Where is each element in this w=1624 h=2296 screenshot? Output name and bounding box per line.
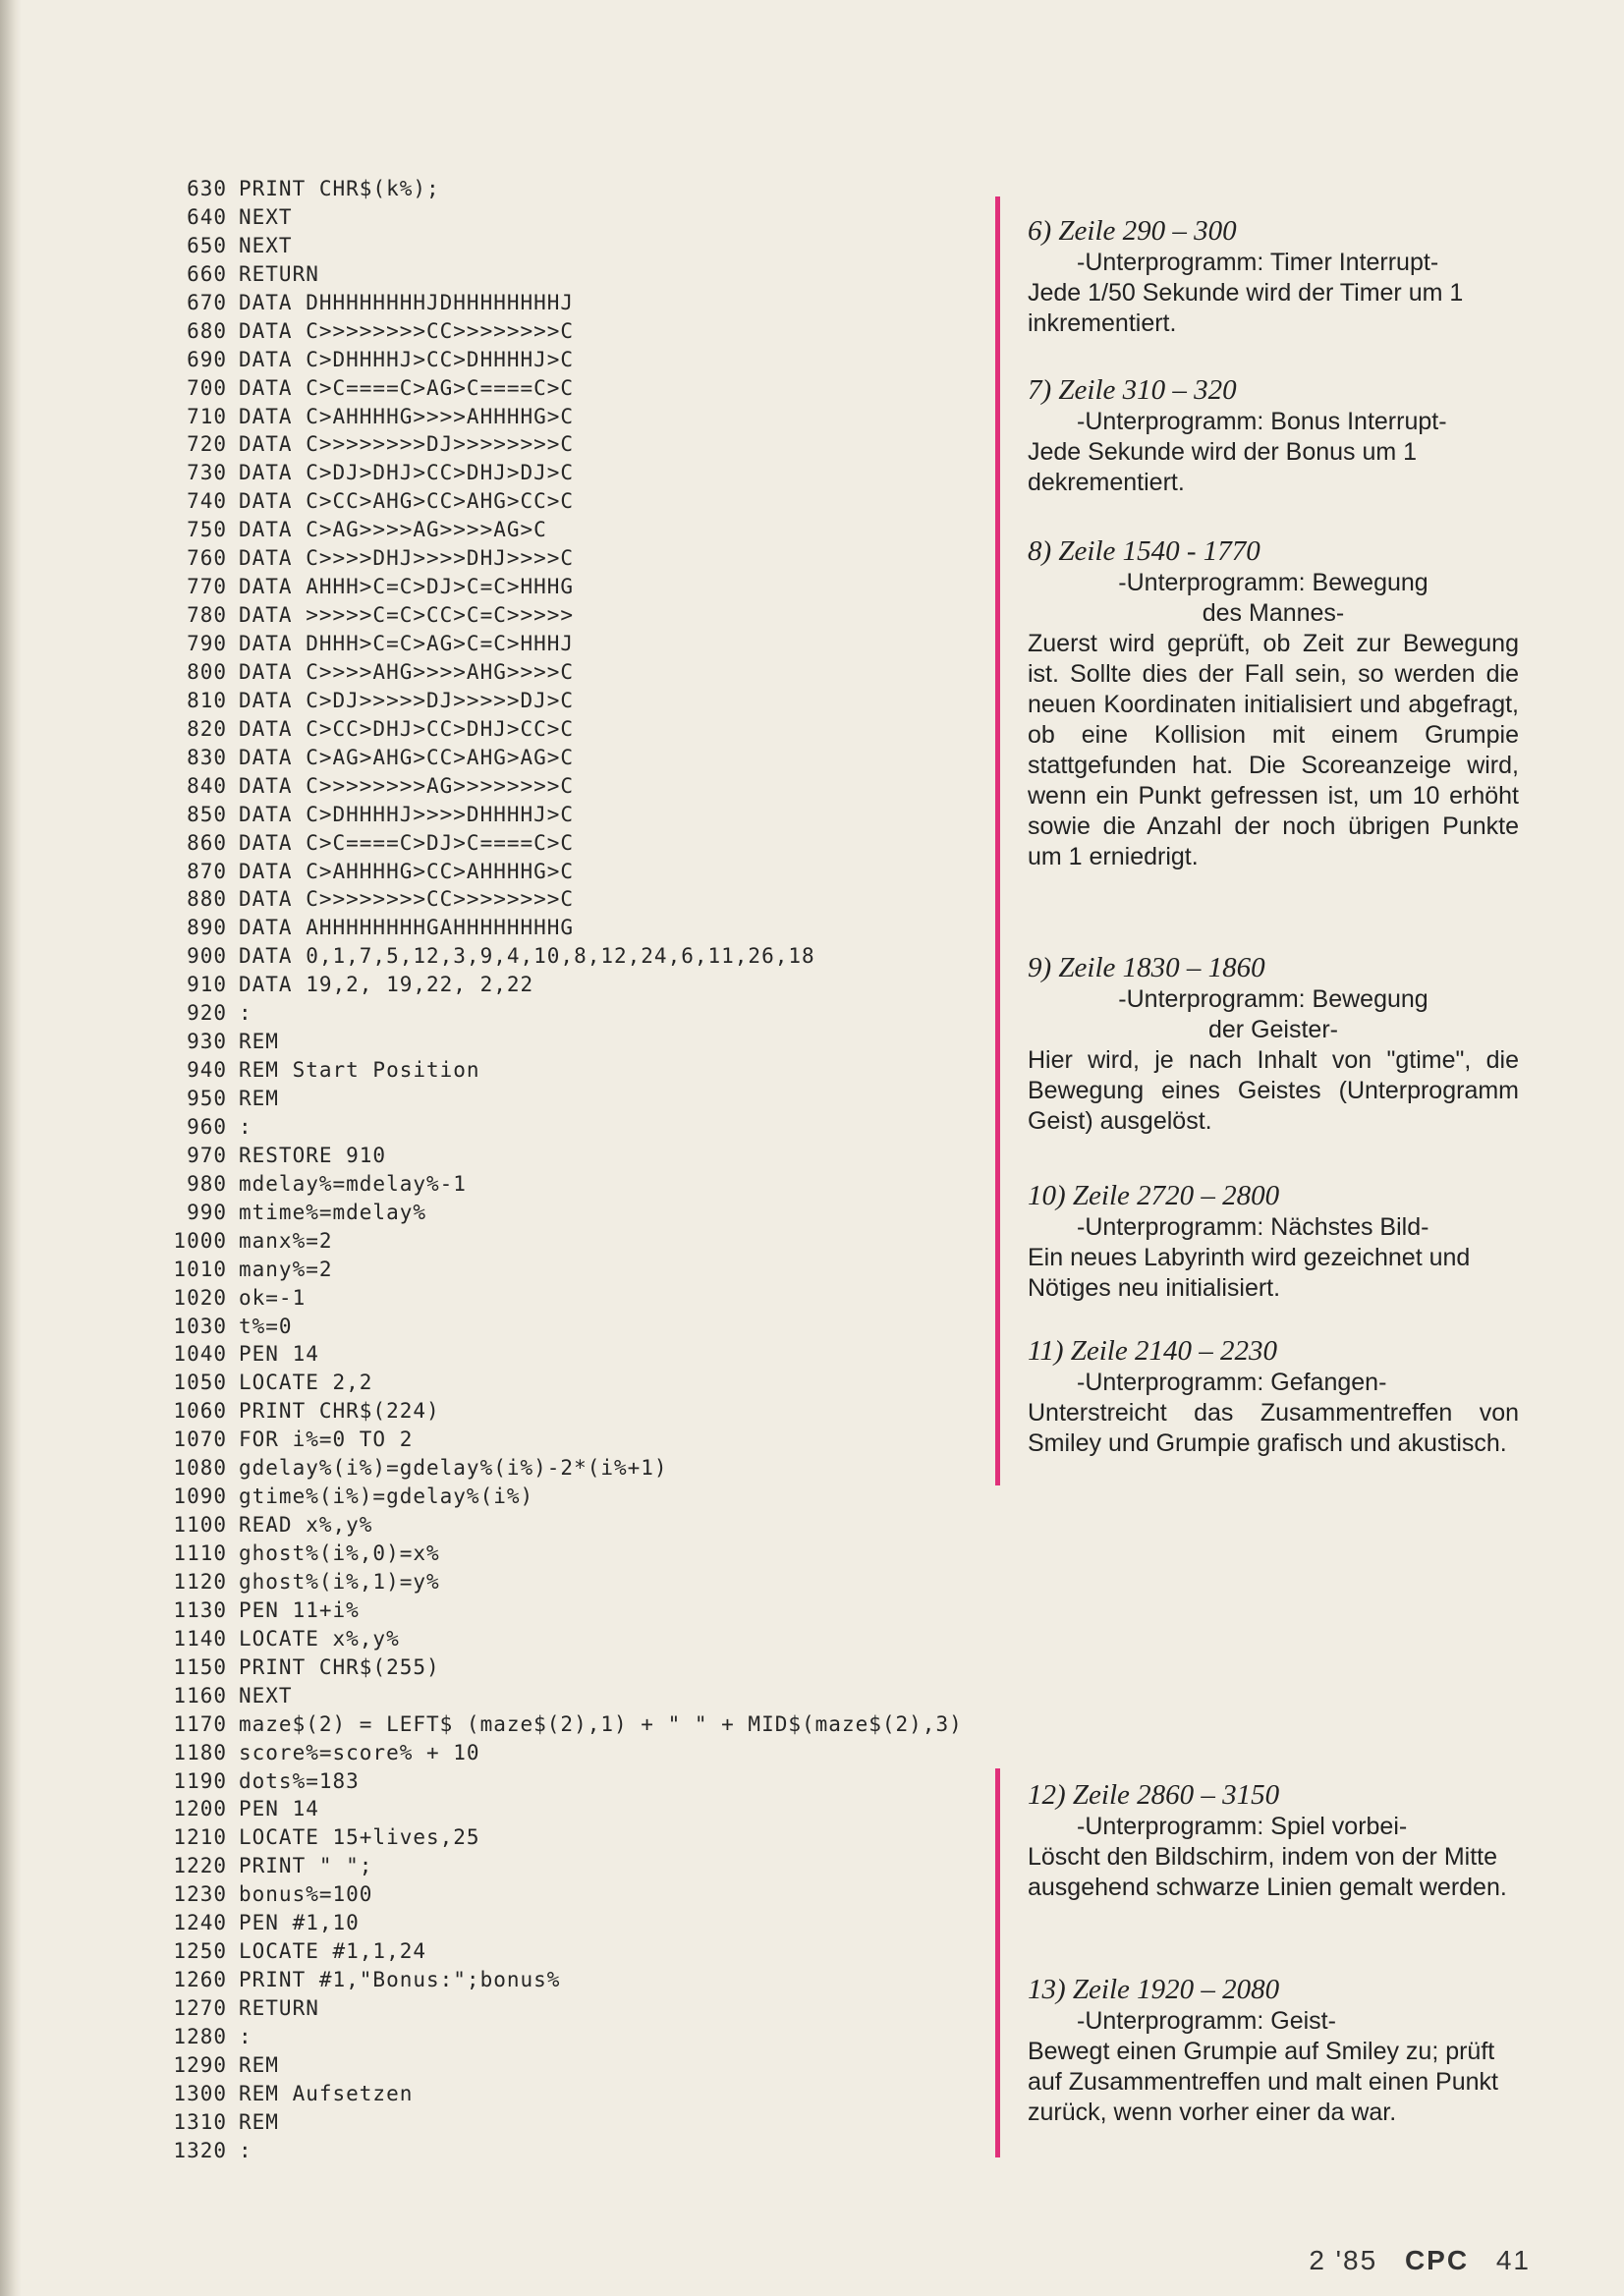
line-code: DATA C>>>>AHG>>>>AHG>>>>C	[239, 659, 575, 684]
line-number: 1010	[173, 1257, 227, 1281]
line-number: 1110	[173, 1541, 227, 1565]
line-code: DATA C>>>>>>>>CC>>>>>>>>C	[239, 318, 575, 343]
note-heading: 11) Zeile 2140 – 2230	[1028, 1335, 1277, 1367]
line-number: 1130	[173, 1597, 227, 1622]
line-code: t%=0	[239, 1314, 293, 1338]
line-code: RESTORE 910	[239, 1143, 387, 1167]
line-number: 1220	[173, 1854, 227, 1878]
line-number: 1280	[173, 2024, 227, 2048]
line-code: bonus%=100	[239, 1882, 373, 1907]
listing-line	[152, 1682, 1194, 1710]
note-11	[1028, 1334, 1519, 1459]
line-code: LOCATE 15+lives,25	[239, 1825, 480, 1850]
line-number: 790	[187, 632, 227, 655]
line-number: 680	[187, 318, 227, 343]
line-code: DATA C>AG>AHG>CC>AHG>AG>C	[239, 745, 575, 769]
line-number: 1120	[173, 1569, 227, 1594]
line-number: 1080	[173, 1456, 227, 1481]
line-number: 770	[187, 575, 227, 599]
line-number: 760	[187, 546, 227, 571]
listing-line	[152, 1540, 1194, 1568]
line-number: 900	[187, 944, 227, 969]
listing-line	[152, 1739, 1194, 1767]
line-code: REM	[239, 1030, 279, 1054]
line-number: 710	[187, 404, 227, 428]
note-heading: 12) Zeile 2860 – 3150	[1028, 1779, 1280, 1811]
line-number: 1060	[173, 1399, 227, 1424]
line-number: 670	[187, 290, 227, 314]
listing-line	[152, 1568, 1194, 1596]
line-code: mtime%=mdelay%	[239, 1200, 427, 1224]
line-code: REM	[239, 2052, 279, 2077]
line-code: REM Aufsetzen	[239, 2081, 414, 2105]
line-code: DATA C>C====C>DJ>C====C>C	[239, 830, 575, 855]
line-code: ghost%(i%,0)=x%	[239, 1541, 440, 1565]
note-12	[1028, 1778, 1519, 1903]
line-number: 940	[187, 1058, 227, 1083]
line-code: DATA C>CC>AHG>CC>AHG>CC>C	[239, 489, 575, 514]
note-text: Löscht den Bildschirm, indem von der Mitte ausgehend schwarze Linien gemalt werden.	[1028, 1843, 1507, 1901]
line-code: PEN #1,10	[239, 1911, 360, 1935]
line-number: 1180	[173, 1740, 227, 1764]
line-code: ghost%(i%,1)=y%	[239, 1569, 440, 1594]
note-subtitle: -Unterprogramm: Bewegung	[1118, 985, 1428, 1013]
line-number: 870	[187, 859, 227, 883]
line-number: 990	[187, 1200, 227, 1224]
line-code: DATA C>AG>>>>AG>>>>AG>C	[239, 518, 547, 542]
line-code: DATA C>CC>DHJ>CC>DHJ>CC>C	[239, 716, 575, 741]
line-number: 1100	[173, 1513, 227, 1538]
line-number: 860	[187, 830, 227, 855]
line-number: 1160	[173, 1683, 227, 1708]
line-code: DATA >>>>>C=C>CC>C=C>>>>>	[239, 603, 575, 628]
line-number: 730	[187, 461, 227, 485]
line-number: 650	[187, 233, 227, 257]
line-number: 1090	[173, 1484, 227, 1509]
line-number: 810	[187, 688, 227, 712]
line-number: 1190	[173, 1768, 227, 1793]
line-code: PRINT #1,"Bonus:";bonus%	[239, 1968, 561, 1992]
note-heading: 8) Zeile 1540 - 1770	[1028, 535, 1260, 567]
line-number: 960	[187, 1114, 227, 1139]
note-text: Hier wird, je nach Inhalt von "gtime", die Bewegung eines Geistes (Unterprogramm Geist) ausgelöst.	[1028, 1046, 1519, 1135]
note-8	[1028, 534, 1519, 872]
line-number: 750	[187, 518, 227, 542]
line-code: manx%=2	[239, 1228, 333, 1253]
issue-number: 2 '85	[1309, 2245, 1378, 2275]
page-footer	[1309, 2245, 1531, 2276]
note-heading: 9) Zeile 1830 – 1860	[1028, 952, 1265, 983]
note-subtitle: -Unterprogramm: Timer Interrupt-	[1077, 249, 1439, 276]
line-code: gtime%(i%)=gdelay%(i%)	[239, 1484, 534, 1509]
listing-line	[152, 1710, 1194, 1739]
listing-line	[152, 1511, 1194, 1540]
line-number: 690	[187, 347, 227, 371]
note-text: Ein neues Labyrinth wird gezeichnet und Nötiges neu initialisiert.	[1028, 1244, 1471, 1302]
line-code: DATA AHHHHHHHHGAHHHHHHHHG	[239, 916, 575, 940]
line-code: DATA C>>>>>>>>CC>>>>>>>>C	[239, 887, 575, 912]
line-code: NEXT	[239, 233, 293, 257]
line-code: DATA C>DJ>>>>>DJ>>>>>DJ>C	[239, 688, 575, 712]
line-number: 980	[187, 1171, 227, 1196]
page-number: 41	[1495, 2245, 1531, 2275]
notes-block-bottom	[995, 1768, 1550, 2157]
line-code: ok=-1	[239, 1285, 307, 1310]
note-subtitle: -Unterprogramm: Bewegung	[1118, 569, 1428, 596]
line-code: DATA C>>>>>>>>AG>>>>>>>>C	[239, 773, 575, 798]
note-subtitle: -Unterprogramm: Bonus Interrupt-	[1077, 408, 1447, 435]
line-number: 1150	[173, 1654, 227, 1679]
line-number: 1050	[173, 1371, 227, 1395]
listing-line	[152, 1483, 1194, 1511]
line-code: gdelay%(i%)=gdelay%(i%)-2*(i%+1)	[239, 1456, 668, 1481]
note-text: Jede Sekunde wird der Bonus um 1 dekrementiert.	[1028, 438, 1418, 496]
line-code: maze$(2) = LEFT$ (maze$(2),1) + " " + MID$(maze$(2),3)	[239, 1711, 963, 1736]
line-code: PEN 11+i%	[239, 1597, 360, 1622]
line-number: 640	[187, 204, 227, 229]
line-code: NEXT	[239, 204, 293, 229]
note-6	[1028, 214, 1519, 339]
line-number: 1140	[173, 1626, 227, 1651]
notes-block-top	[995, 196, 1550, 1485]
line-number: 910	[187, 973, 227, 997]
line-number: 880	[187, 887, 227, 912]
line-code: DATA AHHH>C=C>DJ>C=C>HHHG	[239, 575, 575, 599]
line-number: 660	[187, 261, 227, 286]
line-number: 1200	[173, 1797, 227, 1821]
line-number: 1250	[173, 1939, 227, 1964]
line-number: 1260	[173, 1968, 227, 1992]
line-code: DATA 19,2, 19,22, 2,22	[239, 973, 534, 997]
line-number: 850	[187, 802, 227, 826]
line-number: 1320	[173, 2138, 227, 2162]
line-code: PEN 14	[239, 1342, 319, 1367]
line-code: RETURN	[239, 1996, 319, 2020]
line-number: 630	[187, 177, 227, 200]
line-code: NEXT	[239, 1683, 293, 1708]
line-code: DATA C>>>>>>>>DJ>>>>>>>>C	[239, 432, 575, 457]
line-code: DATA DHHH>C=C>AG>C=C>HHHJ	[239, 632, 575, 655]
note-13	[1028, 1973, 1519, 2128]
line-number: 830	[187, 745, 227, 769]
note-10	[1028, 1179, 1519, 1304]
line-number: 1070	[173, 1428, 227, 1452]
line-code: PRINT CHR$(255)	[239, 1654, 440, 1679]
line-code: DATA C>>>>DHJ>>>>DHJ>>>>C	[239, 546, 575, 571]
line-number: 930	[187, 1030, 227, 1054]
line-code: DATA C>AHHHHG>>>>AHHHHG>C	[239, 404, 575, 428]
note-subtitle-2: des Mannes-	[1202, 599, 1345, 627]
line-number: 1020	[173, 1285, 227, 1310]
line-code: DATA C>DHHHHJ>>>>DHHHHJ>C	[239, 802, 575, 826]
line-code: DATA 0,1,7,5,12,3,9,4,10,8,12,24,6,11,26,18	[239, 944, 815, 969]
listing-line	[152, 1596, 1194, 1625]
line-code: REM	[239, 1087, 279, 1110]
listing-line	[152, 1625, 1194, 1653]
line-number: 1040	[173, 1342, 227, 1367]
line-code: READ x%,y%	[239, 1513, 373, 1538]
line-number: 720	[187, 432, 227, 457]
line-number: 970	[187, 1143, 227, 1167]
line-number: 840	[187, 773, 227, 798]
note-subtitle: -Unterprogramm: Spiel vorbei-	[1077, 1813, 1408, 1840]
line-code: :	[239, 2138, 252, 2162]
note-7	[1028, 373, 1519, 498]
line-number: 700	[187, 375, 227, 400]
note-9	[1028, 951, 1519, 1137]
line-code: FOR i%=0 TO 2	[239, 1428, 414, 1452]
line-code: PEN 14	[239, 1797, 319, 1821]
line-number: 1310	[173, 2109, 227, 2134]
line-number: 1270	[173, 1996, 227, 2020]
page-binding-shadow	[0, 0, 22, 2296]
line-code: PRINT CHR$(224)	[239, 1399, 440, 1424]
note-text: Unterstreicht das Zusammentreffen von Smiley und Grumpie grafisch und akustisch.	[1028, 1399, 1519, 1457]
line-code: REM Start Position	[239, 1058, 480, 1083]
line-number: 1240	[173, 1911, 227, 1935]
line-number: 1230	[173, 1882, 227, 1907]
line-code: :	[239, 1114, 252, 1139]
note-subtitle: -Unterprogramm: Gefangen-	[1077, 1369, 1387, 1396]
line-code: DATA C>DJ>DHJ>CC>DHJ>DJ>C	[239, 461, 575, 485]
note-heading: 10) Zeile 2720 – 2800	[1028, 1180, 1280, 1211]
line-code: LOCATE #1,1,24	[239, 1939, 427, 1964]
note-text: Bewegt einen Grumpie auf Smiley zu; prüft auf Zusammentreffen und malt einen Punkt zurück, wenn vorher einer da war.	[1028, 2038, 1498, 2126]
line-code: DATA DHHHHHHHHJDHHHHHHHHJ	[239, 290, 575, 314]
line-number: 1000	[173, 1228, 227, 1253]
note-subtitle: -Unterprogramm: Geist-	[1077, 2007, 1336, 2035]
line-code: :	[239, 1001, 252, 1026]
note-heading: 13) Zeile 1920 – 2080	[1028, 1974, 1280, 2005]
line-code: REM	[239, 2109, 279, 2134]
line-number: 780	[187, 603, 227, 628]
line-code: DATA C>DHHHHJ>CC>DHHHHJ>C	[239, 347, 575, 371]
listing-line	[152, 1653, 1194, 1682]
line-code: :	[239, 2024, 252, 2048]
line-code: score%=score% + 10	[239, 1740, 480, 1764]
line-code: dots%=183	[239, 1768, 360, 1793]
line-number: 920	[187, 1001, 227, 1026]
line-code: LOCATE x%,y%	[239, 1626, 400, 1651]
note-heading: 6) Zeile 290 – 300	[1028, 215, 1237, 247]
line-code: LOCATE 2,2	[239, 1371, 373, 1395]
line-code: DATA C>C====C>AG>C====C>C	[239, 375, 575, 400]
line-number: 890	[187, 916, 227, 940]
line-code: many%=2	[239, 1257, 333, 1281]
line-number: 800	[187, 659, 227, 684]
line-code: mdelay%=mdelay%-1	[239, 1171, 467, 1196]
line-number: 1300	[173, 2081, 227, 2105]
line-code: DATA C>AHHHHG>CC>AHHHHG>C	[239, 859, 575, 883]
line-code: RETURN	[239, 261, 319, 286]
note-subtitle-2: der Geister-	[1208, 1016, 1338, 1043]
line-number: 1210	[173, 1825, 227, 1850]
line-number: 1170	[173, 1711, 227, 1736]
line-code: PRINT " ";	[239, 1854, 373, 1878]
line-number: 740	[187, 489, 227, 514]
note-text: Jede 1/50 Sekunde wird der Timer um 1 inkrementiert.	[1028, 279, 1464, 337]
line-number: 1030	[173, 1314, 227, 1338]
line-code: PRINT CHR$(k%);	[239, 177, 440, 200]
note-text: Zuerst wird geprüft, ob Zeit zur Bewegung ist. Sollte dies der Fall sein, so werden die neuen Koordinaten initialisiert und abgefragt, ob eine Kollision mit einem Grumpie stattgefunden hat. Die Scoreanzeige wird, wenn ein Punkt gefressen ist, um 10 erhöht sowie die Anzahl der noch übrigen Punkte um 1 erniedrigt.	[1028, 630, 1519, 870]
line-number: 1290	[173, 2052, 227, 2077]
note-subtitle: -Unterprogramm: Nächstes Bild-	[1077, 1213, 1429, 1241]
magazine-name: CPC	[1404, 2245, 1470, 2275]
line-number: 820	[187, 716, 227, 741]
note-heading: 7) Zeile 310 – 320	[1028, 374, 1237, 406]
line-number: 950	[187, 1087, 227, 1110]
